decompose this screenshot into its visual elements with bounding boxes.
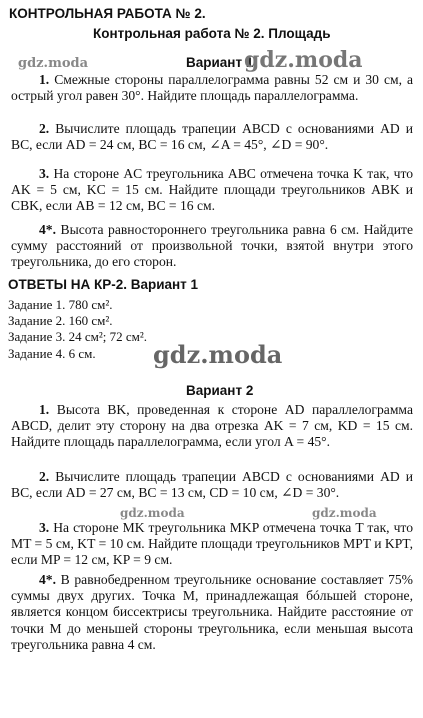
answer-item: Задание 1. 780 см². — [8, 297, 113, 312]
answer-item: Задание 3. 24 см²; 72 см². — [8, 329, 148, 345]
variant2-heading: Вариант 2 — [186, 383, 254, 398]
variant1-task-2: 2. Вычислите площадь трапеции ABCD с основаниями AD и BC, если AD = 24 см, BC = 16 см, ∠A = 45°, ∠D = 90°. — [11, 121, 414, 153]
variant1-task-4: 4*. Высота равностороннего треугольника равна 6 см. Найдите сумму расстояний от произвольной точки, взятой внутри этого треугольника, до его сторон. — [11, 222, 413, 270]
watermark: gdz.moda — [18, 56, 89, 71]
document-subtitle: Контрольная работа № 2. Площадь — [93, 26, 331, 41]
watermark: gdz.moda — [153, 340, 283, 369]
variant1-heading: Вариант 1 — [186, 55, 254, 70]
variant1-task-1: 1. Смежные стороны параллелограмма равны 52 см и 30 см, а острый угол равен 30°. Найдите площадь параллелограмма. — [11, 72, 413, 104]
watermark: gdz.moda — [244, 47, 363, 73]
variant2-task-4: 4*. В равнобедренном треугольнике основание составляет 75% суммы двух других. Точка M, принадлежащая бóльшей стороне, является концом биссектрисы треугольника. Найдите расстояние от точки M до меньшей стороны треугольника, если меньшая высота треугольника равна 4 см. — [11, 572, 413, 652]
variant2-task-3: 3. На стороне MK треугольника MKP отмечена точка T так, что MT = 5 см, KT = 10 см. Найдите площади треугольников MPT и KPT, если MP = 12 см, KP = 9 см. — [11, 520, 413, 568]
document-title: КОНТРОЛЬНАЯ РАБОТА № 2. — [9, 6, 206, 21]
answers-heading: ОТВЕТЫ НА КР-2. Вариант 1 — [8, 277, 199, 292]
watermark: gdz.moda — [312, 506, 377, 520]
answer-item: Задание 4. 6 см. — [8, 345, 96, 361]
variant1-task-3: 3. На стороне AC треугольника ABC отмечена точка K так, что AK = 5 см, KC = 15 см. Найдите площади треугольников ABK и CBK, если AB = 12 см, BC = 16 см. — [11, 166, 414, 214]
answer-item: Задание 2. 160 см². — [8, 313, 113, 329]
watermark: gdz.moda — [120, 506, 185, 520]
answers-list — [8, 297, 147, 362]
variant2-task-2: 2. Вычислите площадь трапеции ABCD с основаниями AD и BC, если AD = 27 см, BC = 13 см, CD = 10 см, ∠D = 30°. — [11, 469, 414, 501]
variant2-task-1: 1. Высота BK, проведенная к стороне AD параллелограмма ABCD, делит эту сторону на два отрезка AK = 7 см, KD = 15 см. Найдите площадь параллелограмма, если угол A = 45°. — [11, 402, 413, 450]
